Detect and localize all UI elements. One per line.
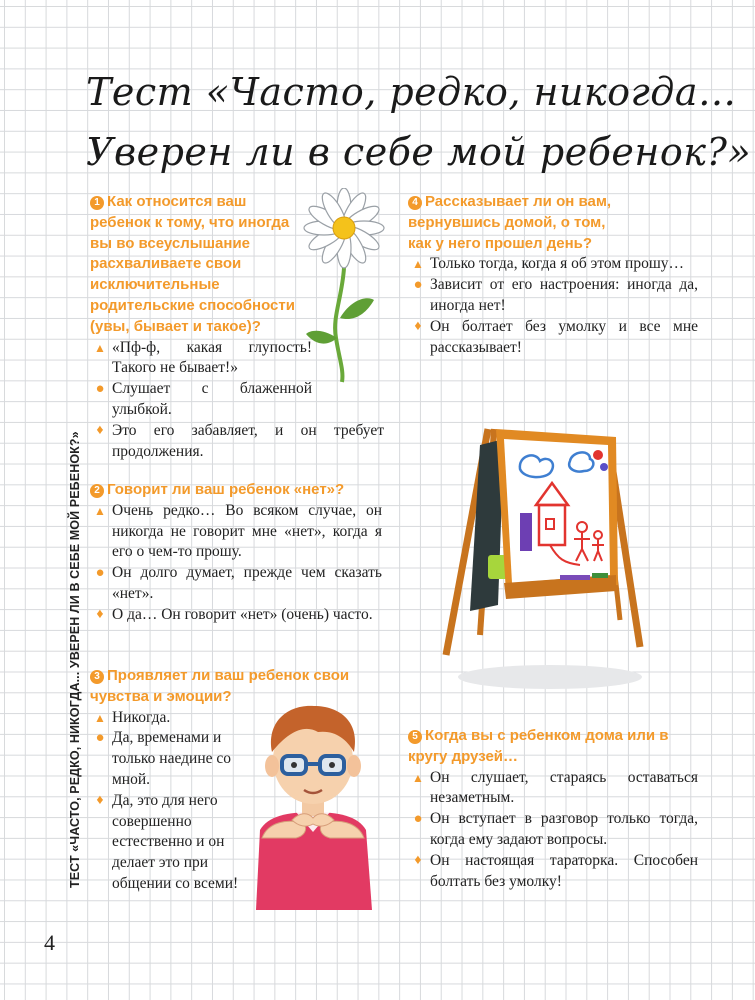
- question-2-answer-2: [90, 563, 382, 605]
- triangle-icon: ▲: [412, 770, 424, 785]
- page-number: 4: [44, 930, 55, 955]
- question-2: [90, 480, 382, 626]
- title-line-2: Уверен ли в себе мой ребенок?»: [86, 130, 752, 174]
- question-1-answer-3: [90, 421, 384, 463]
- question-3-answer-3: [90, 791, 262, 895]
- question-3-answer-2: [90, 728, 262, 790]
- question-3-number: 3: [90, 670, 104, 684]
- diamond-icon: ♦: [96, 792, 104, 808]
- question-3-answer-1: [90, 708, 262, 729]
- answer-text: Да, это для него совершенно естественно и он делает это при общении со всеми!: [112, 791, 239, 892]
- circle-icon: ●: [413, 277, 423, 294]
- diamond-icon: ♦: [96, 422, 104, 438]
- circle-icon: ●: [95, 565, 105, 582]
- question-4-answer-2: [408, 275, 698, 317]
- circle-icon: ●: [95, 730, 105, 747]
- question-4-answer-1: [408, 254, 698, 275]
- question-4-number: 4: [408, 196, 422, 210]
- question-5-heading: [408, 726, 673, 768]
- answer-text: Слушает с блаженной улыбкой.: [112, 380, 312, 418]
- answer-text: «Пф-ф, какая глупость! Такого не бывает!»: [112, 338, 312, 377]
- answer-text: Он болтает без умолку и все мне рассказывает!: [430, 317, 698, 356]
- page-title: [86, 62, 752, 182]
- daisy-illustration: [296, 188, 392, 384]
- triangle-icon: ▲: [94, 710, 106, 725]
- answer-text: Зависит от его настроения: иногда да, иногда нет!: [430, 276, 698, 314]
- question-5-number: 5: [408, 730, 422, 744]
- question-3-text: Проявляет ли ваш ребенок свои чувства и эмоции?: [90, 667, 350, 705]
- question-1-number: 1: [90, 196, 104, 210]
- answer-text: Это его забавляет, и он требует продолжения.: [112, 421, 384, 460]
- question-5: [408, 726, 698, 892]
- diamond-icon: ♦: [414, 318, 422, 334]
- question-2-number: 2: [90, 484, 104, 498]
- answer-text: Он вступает в разговор только тогда, когда ему задают вопросы.: [430, 810, 698, 848]
- triangle-icon: ▲: [412, 257, 424, 272]
- question-1-heading: [90, 192, 298, 338]
- question-5-answer-2: [408, 809, 698, 851]
- question-4-text: Рассказывает ли он вам, вернувшись домой, о том, как у него прошел день?: [408, 193, 612, 252]
- question-2-answer-3: [90, 605, 382, 626]
- easel-illustration: [440, 415, 650, 695]
- question-5-answer-1: [408, 768, 698, 810]
- circle-icon: ●: [413, 811, 423, 828]
- title-line-1: Тест «Часто, редко, никогда…: [86, 70, 737, 114]
- question-4-answer-3: [408, 317, 698, 359]
- diamond-icon: ♦: [414, 852, 422, 868]
- answer-text: Никогда.: [112, 708, 171, 726]
- answer-text: Он настоящая тараторка. Способен болтать без умолку!: [430, 851, 698, 890]
- answer-text: Очень редко… Во всяком случае, он никогда не говорит мне «нет», когда я его о чем-то прошу.: [112, 501, 382, 561]
- question-4: [408, 192, 698, 358]
- answer-text: Он долго думает, прежде чем сказать «нет».: [112, 564, 382, 602]
- question-2-heading: [90, 480, 382, 501]
- side-running-title: ТЕСТ «ЧАСТО, РЕДКО, НИКОГДА... УВЕРЕН ЛИ В СЕБЕ МОЙ РЕБЕНОК?»: [68, 431, 82, 888]
- question-1-answer-1: [90, 338, 312, 380]
- diamond-icon: ♦: [96, 606, 104, 622]
- answer-text: Он слушает, стараясь оставаться незаметным.: [430, 768, 698, 807]
- answer-text: Только тогда, когда я об этом прошу…: [430, 255, 685, 273]
- question-2-text: Говорит ли ваш ребенок «нет»?: [107, 481, 345, 498]
- answer-text: Да, временами и только наедине со мной.: [112, 729, 231, 788]
- circle-icon: ●: [95, 381, 105, 398]
- question-4-heading: [408, 192, 630, 254]
- question-2-answer-1: [90, 501, 382, 563]
- triangle-icon: ▲: [94, 503, 106, 518]
- triangle-icon: ▲: [94, 340, 106, 355]
- question-1-text: Как относится ваш ребенок к тому, что иногда вы во всеуслышание расхваливаете свои исключительные родительские способности (увы, бывает и такое)?: [90, 193, 295, 335]
- question-5-text: Когда вы с ребенком дома или в кругу друзей…: [408, 727, 669, 765]
- question-5-answer-3: [408, 851, 698, 893]
- child-with-glasses-illustration: [248, 700, 378, 910]
- answer-text: О да… Он говорит «нет» (очень) часто.: [112, 605, 373, 623]
- question-1-answer-2: [90, 379, 312, 421]
